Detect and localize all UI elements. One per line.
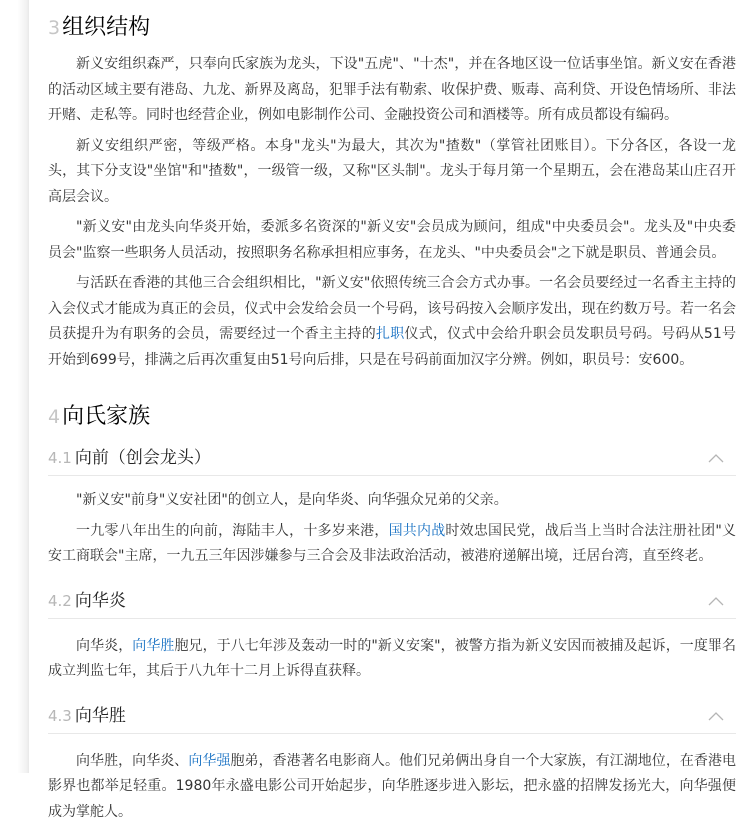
subsection-heading-4-3 [48, 699, 736, 734]
text: 时效忠国民党，战后当上当时合法注册社团"义安工商联会"主席，一九五三年因涉嫌参与三合会及非法政治活动，被港府递解出境，迁居台湾，直至终老。 [48, 523, 736, 565]
chevron-up-icon[interactable] [708, 441, 724, 463]
article-content [48, 10, 736, 825]
chevron-up-icon[interactable] [708, 584, 724, 606]
text: 胞兄，于八七年涉及轰动一时的"新义安案"，被警方指为新义安因而被捕及起诉，一度罪名成立判监七年，其后于八九年十二月上诉得直获释。 [48, 638, 736, 680]
section-heading-3 [48, 10, 736, 46]
paragraph: "新义安"由龙头向华炎开始，委派多名资深的"新义安"会员成为顾问，组成"中央委员会"。龙头及"中央委员会"监察一些职务人员活动，按照职务名称承担相应事务，在龙头、"中央委员会"之下就是职员、普通会员。 [48, 215, 736, 266]
link-xiang-huaqiang[interactable]: 向华强 [188, 753, 230, 769]
subsection-title: 向华炎 [75, 591, 126, 611]
text: 向华胜，向华炎、 [76, 753, 188, 769]
article-card [29, 0, 756, 773]
text: 与活跃在香港的其他三合会组织相比，"新义安"依照传统三合会方式办事。一名会员要经过一名香主主持的入会仪式才能成为真正的会员，仪式中会发给会员一个号码，该号码按入会顺序发出，现在约数万号。若一名会员获提升为有职务的会员，需要经过一个香主主持的 [48, 275, 736, 342]
paragraph [48, 271, 736, 373]
paragraph [48, 634, 736, 685]
text: 仪式，仪式中会给升职会员发职员号码。号码从51号开始到699号，排满之后再次重复由51号向后排，只是在号码前面加汉字分辨。例如，职员号：安600。 [48, 326, 736, 368]
section-title: 组织结构 [62, 15, 150, 40]
text: 一九零八年出生的向前，海陆丰人，十多岁来港， [76, 523, 389, 539]
paragraph: 新义安组织森严，只奉向氏家族为龙头，下设"五虎"、"十杰"，并在各地区设一位话事坐馆。新义安在香港的活动区域主要有港岛、九龙、新界及离岛，犯罪手法有勒索、收保护费、贩毒、高利贷、开设色情场所、非法开赌、走私等。同时也经营企业，例如电影制作公司、金融投资公司和酒楼等。所有成员都设有编码。 [48, 52, 736, 129]
link-guogong-neizhan[interactable]: 国共内战 [389, 523, 446, 539]
link-xiang-huasheng[interactable]: 向华胜 [132, 638, 174, 654]
text: 向华炎， [76, 638, 132, 654]
section-number: 3 [48, 17, 60, 39]
paragraph: "新义安"前身"义安社团"的创立人，是向华炎、向华强众兄弟的父亲。 [48, 488, 736, 514]
subsection-title: 向华胜 [75, 706, 126, 726]
text: 胞弟，香港著名电影商人。他们兄弟俩出身自一个大家族，有江湖地位，在香港电影界也都举足轻重。1980年永盛电影公司开始起步，向华胜逐步进入影坛，把永盛的招牌发扬光大，向华强便成为掌舵人。 [48, 753, 736, 820]
section-heading-4 [48, 399, 736, 435]
link-zhazhi[interactable]: 扎职 [376, 326, 405, 342]
section-title: 向氏家族 [62, 404, 150, 429]
page-left-shadow [0, 0, 29, 773]
paragraph [48, 519, 736, 570]
section-number: 4 [48, 406, 60, 428]
subsection-heading-4-1 [48, 441, 736, 476]
paragraph: 新义安组织严密，等级严格。本身"龙头"为最大，其次为"揸数"（掌管社团账目）。下分各区，各设一龙头，其下分支设"坐馆"和"揸数"，一级管一级，又称"区头制"。龙头于每月第一个星期五，会在港岛某山庄召开高层会议。 [48, 134, 736, 211]
subsection-number: 4.2 [48, 592, 72, 610]
subsection-number: 4.3 [48, 707, 72, 725]
paragraph [48, 749, 736, 825]
subsection-number: 4.1 [48, 449, 72, 467]
subsection-title: 向前（创会龙头） [75, 448, 211, 468]
subsection-heading-4-2 [48, 584, 736, 619]
chevron-up-icon[interactable] [708, 699, 724, 721]
